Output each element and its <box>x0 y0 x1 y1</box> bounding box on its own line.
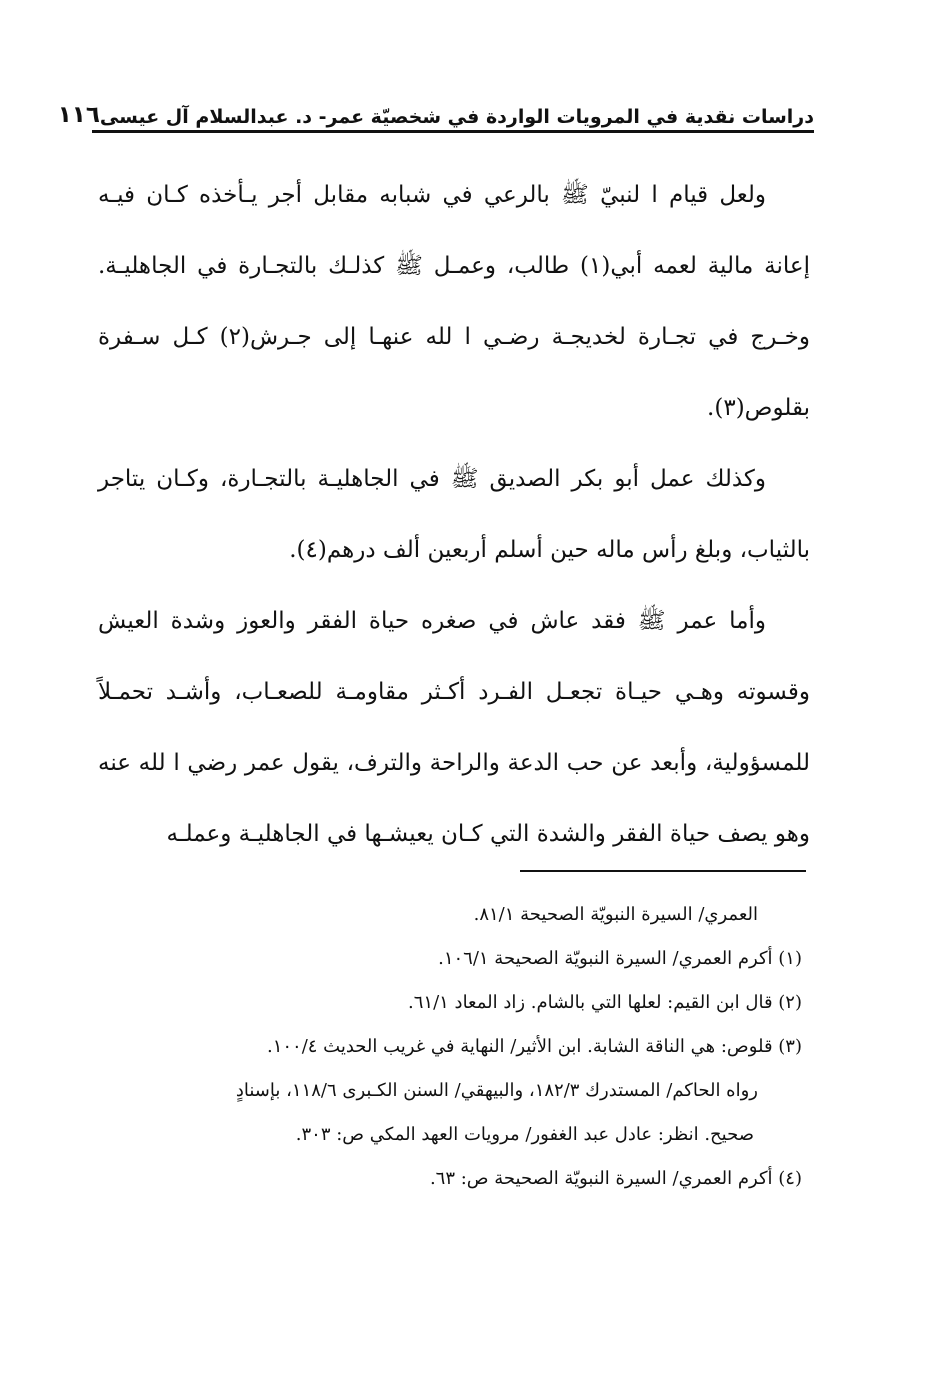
footnote-separator <box>520 870 806 872</box>
main-text <box>98 160 810 870</box>
footnote-line: العمري/ السيرة النبويّة الصحيحة ٨١/١. <box>473 904 758 925</box>
footnote-line: صحيح. انظر: عادل عبد الغفور/ مرويات العهد المكي ص: ٣٠٣. <box>295 1124 754 1145</box>
footnote-line: (٤) أكرم العمري/ السيرة النبويّة الصحيحة ص: ٦٣. <box>429 1168 802 1189</box>
paragraph: وأما عمر ﷺ فقد عاش في صغره حياة الفقر والعوز وشدة العيش وقسوته وهـي حيـاة تجعـل الفـرد أكـثر مقاومـة للصعـاب، وأشـد تحمـلاً للمسؤولية، وأبعد عن حب الدعة والراحة والترف، يقول عمر رضي ا لله عنه وهو يصف حياة الفقر والشدة التي كـان يعيشـها في الجاهليـة وعملـه <box>98 608 810 847</box>
running-header <box>57 88 814 128</box>
paragraph: ولعل قيام ا لنبيّ ﷺ بالرعي في شبابه مقابل أجر يـأخذه كـان فيـه إعانة مالية لعمه أبي(١) طالب، وعمـل ﷺ كذلـك بالتجـارة في الجاهليـة. وخـرج في تجـارة لخديجـة رضـي ا لله عنهـا إلى جـرش(٢) كـل سـفرة بقلوص(٣). <box>98 182 811 421</box>
footnote-line: رواه الحاكم/ المستدرك ١٨٢/٣، والبيهقي/ السنن الكـبرى ١١٨/٦، بإسنادٍ <box>235 1080 758 1101</box>
footnote-line: (١) أكرم العمري/ السيرة النبويّة الصحيحة ١٠٦/١. <box>438 948 802 969</box>
header-title: دراسات نقدية في المرويات الواردة في شخصيّة عمر- د. عبدالسلام آل عيسى <box>99 106 814 128</box>
footnote-line: (٢) قال ابن القيم: لعلها التي بالشام. زاد المعاد ٦١/١. <box>408 992 802 1013</box>
paragraph: وكذلك عمل أبو بكر الصديق ﷺ في الجاهليـة بالتجـارة، وكـان يتاجر بالثياب، وبلغ رأس ماله حين أسلم أربعين ألف درهم(٤). <box>98 466 810 563</box>
header-rule <box>92 130 814 133</box>
footnotes <box>90 893 802 1201</box>
page-number: ١١٦ <box>57 102 100 128</box>
footnote-line: (٣) قلوص: هي الناقة الشابة. ابن الأثير/ النهاية في غريب الحديث ١٠٠/٤. <box>266 1036 802 1057</box>
